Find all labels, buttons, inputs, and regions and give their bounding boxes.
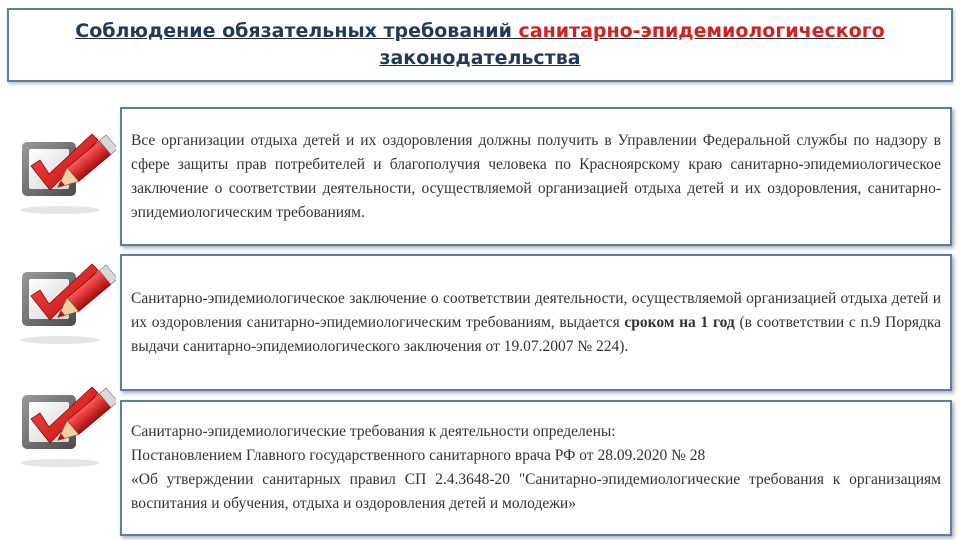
requirement-box-3	[120, 400, 952, 536]
requirement-text-2-after: (в соответствии с п.9 Порядка выдачи санитарно-эпидемиологического заключения от 19.07.2007 № 224).	[131, 313, 942, 355]
checkbox-pencil-icon	[16, 132, 116, 218]
requirement-text-3-line-2: Постановлением Главного государственного санитарного врача РФ от 28.09.2020 № 28	[131, 447, 706, 464]
requirement-text-1: Все организации отдыха детей и их оздоровления должны получить в Управлении Федеральной службы по надзору в сфере защиты прав потребителей и благополучия человека по Красноярскому краю санитарно-эпидемиологическое заключение о соответствии деятельности, осуществляемой организацией отдыха детей и их оздоровления, санитарно-эпидемиологическим требованиям.	[131, 131, 941, 221]
checkbox-pencil-icon	[16, 262, 116, 348]
term-highlight: сроком на 1 год	[624, 313, 735, 331]
title-part-1: Соблюдение обязательных требований	[75, 20, 519, 42]
requirement-box-1	[120, 107, 952, 246]
page-title	[7, 8, 953, 82]
requirement-text-2-before: Санитарно-эпидемиологическое заключение о соответствии деятельности, осуществляемой организацией отдыха детей и их оздоровления санитарно-эпидемиологическим требованиям, выдается	[131, 289, 941, 331]
title-line-2: законодательства	[379, 47, 581, 69]
requirement-text-3-line-3: «Об утверждении санитарных правил СП 2.4.3648-20 "Санитарно-эпидемиологические требования к организациям воспитания и обучения, отдыха и оздоровления детей и молодежи»	[131, 471, 941, 512]
requirement-text-3-line-1: Санитарно-эпидемиологические требования к деятельности определены:	[131, 423, 616, 440]
requirement-box-2	[120, 254, 952, 391]
title-line-1	[75, 18, 884, 45]
requirement-text-2	[131, 287, 941, 359]
checkbox-pencil-icon	[16, 385, 116, 471]
title-part-2-red: санитарно-эпидемиологического	[518, 20, 885, 42]
